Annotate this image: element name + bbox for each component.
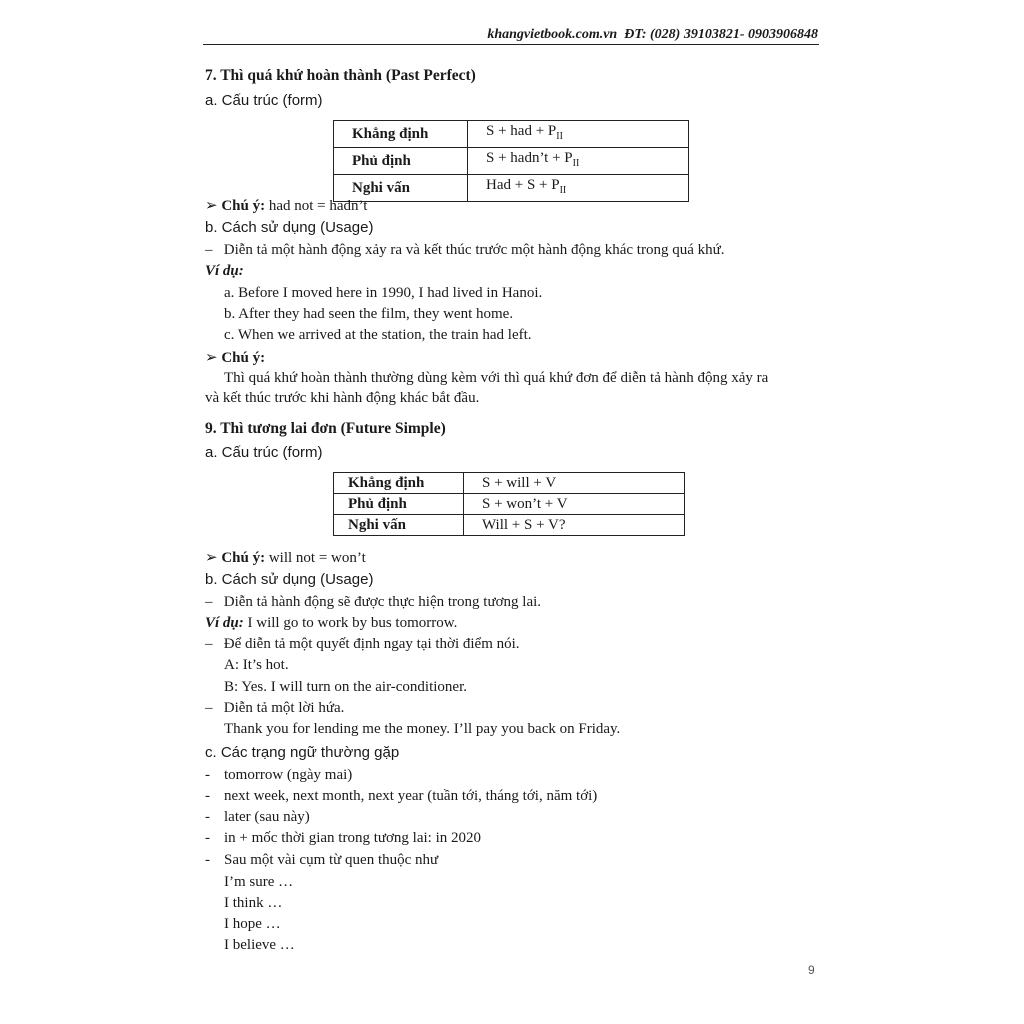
row-label: Khẳng định xyxy=(334,473,464,494)
future-simple-form-table xyxy=(333,472,685,536)
hyphen-bullet-icon: - xyxy=(205,767,210,783)
table-row xyxy=(334,515,685,536)
hyphen-bullet-icon: - xyxy=(205,852,210,868)
arrow-bullet-icon: ➢ xyxy=(205,198,218,214)
header-rule xyxy=(203,44,819,45)
phrase-item: I hope … xyxy=(224,916,281,932)
example-line: a. Before I moved here in 1990, I had lived in Hanoi. xyxy=(224,285,543,301)
row-label: Phủ định xyxy=(334,148,468,175)
list-item: - tomorrow (ngày mai) xyxy=(205,767,353,783)
section-9-adverb-title: c. Các trạng ngữ thường gặp xyxy=(205,744,400,761)
example-label: Ví dụ: xyxy=(205,263,244,279)
hyphen-bullet-icon: - xyxy=(205,788,210,804)
row-formula: S + will + V xyxy=(464,473,685,494)
dash-bullet-icon: – xyxy=(205,242,213,258)
example-item: Ví dụ: I will go to work by bus tomorrow. xyxy=(205,615,458,631)
section-7-form-title: a. Cấu trúc (form) xyxy=(205,92,323,109)
phrase-item: I believe … xyxy=(224,937,295,953)
dash-bullet-icon: – xyxy=(205,700,213,716)
row-formula: S + hadn’t + $P_{II}$ xyxy=(468,148,689,175)
row-label: Phủ định xyxy=(334,494,464,515)
arrow-bullet-icon: ➢ xyxy=(205,350,218,366)
hyphen-bullet-icon: - xyxy=(205,830,210,846)
table-row xyxy=(334,175,689,202)
example-line: b. After they had seen the film, they went home. xyxy=(224,306,514,322)
page-header xyxy=(487,27,818,43)
section-9-title: 9. Thì tương lai đơn (Future Simple) xyxy=(205,420,446,437)
header-phone: ĐT: (028) 39103821- 0903906848 xyxy=(624,27,818,42)
promise-example: Thank you for lending me the money. I’ll pay you back on Friday. xyxy=(224,721,621,737)
phrase-item: I think … xyxy=(224,895,283,911)
past-perfect-form-table xyxy=(333,120,689,202)
list-item: - later (sau này) xyxy=(205,809,310,825)
phrase-item: I’m sure … xyxy=(224,874,294,890)
row-label: Nghi vấn xyxy=(334,515,464,536)
arrow-bullet-icon: ➢ xyxy=(205,550,218,566)
section-7-usage-title: b. Cách sử dụng (Usage) xyxy=(205,219,374,236)
usage-item: – Diễn tả hành động sẽ được thực hiện trong tương lai. xyxy=(205,594,542,610)
dash-bullet-icon: – xyxy=(205,636,213,652)
usage-item: – Diễn tả một hành động xảy ra và kết thúc trước một hành động khác trong quá khứ. xyxy=(205,242,725,258)
section-9-usage-title: b. Cách sử dụng (Usage) xyxy=(205,571,374,588)
table-row xyxy=(334,494,685,515)
note-item: ➢ Chú ý: will not = won’t xyxy=(205,550,366,566)
row-formula: S + had + $P_{II}$ xyxy=(468,121,689,148)
note-paragraph-line: Thì quá khứ hoàn thành thường dùng kèm với thì quá khứ đơn để diễn tả hành động xảy ra xyxy=(224,370,769,386)
dash-bullet-icon: – xyxy=(205,594,213,610)
row-formula: Will + S + V? xyxy=(464,515,685,536)
table-row xyxy=(334,121,689,148)
note-item: ➢ Chú ý: xyxy=(205,350,266,366)
note-item: ➢ Chú ý: had not = hadn’t xyxy=(205,198,368,214)
usage-item: – Diễn tả một lời hứa. xyxy=(205,700,345,716)
table-row xyxy=(334,473,685,494)
hyphen-bullet-icon: - xyxy=(205,809,210,825)
list-item: - next week, next month, next year (tuần tới, tháng tới, năm tới) xyxy=(205,788,598,804)
usage-item: – Để diễn tả một quyết định ngay tại thời điểm nói. xyxy=(205,636,520,652)
section-9-form-title: a. Cấu trúc (form) xyxy=(205,444,323,461)
header-site: khangvietbook.com.vn xyxy=(487,27,618,42)
row-label: Nghi vấn xyxy=(334,175,468,202)
row-formula: Had + $S + P_{II}$ xyxy=(468,175,689,202)
example-line: c. When we arrived at the station, the train had left. xyxy=(224,327,532,343)
row-formula: S + won’t + V xyxy=(464,494,685,515)
section-7-title: 7. Thì quá khứ hoàn thành (Past Perfect) xyxy=(205,67,476,84)
dialog-line: A: It’s hot. xyxy=(224,657,289,673)
note-paragraph-line: và kết thúc trước khi hành động khác bắt đầu. xyxy=(205,390,480,406)
list-item: - in + mốc thời gian trong tương lai: in 2020 xyxy=(205,830,482,846)
page-number: 9 xyxy=(808,963,815,977)
dialog-line: B: Yes. I will turn on the air-conditioner. xyxy=(224,679,468,695)
list-item: - Sau một vài cụm từ quen thuộc như xyxy=(205,852,439,868)
table-row xyxy=(334,148,689,175)
row-label: Khẳng định xyxy=(334,121,468,148)
